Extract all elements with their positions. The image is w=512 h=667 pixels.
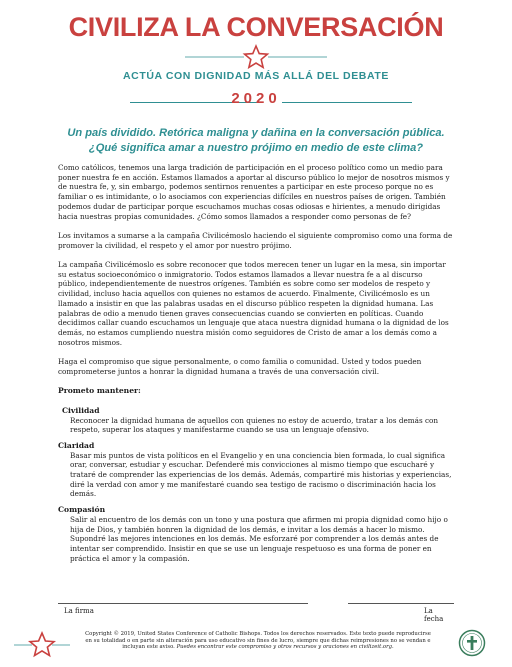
- paragraph: Haga el compromiso que sigue personalmente, o como familia o comunidad. Usted y todos pueden comprometerse juntos a honrar la dignidad humana a través de una conversación civil.: [58, 357, 422, 376]
- footer-tagline: Puedes encontrar este compromiso y otros recursos y oraciones en civilizeit.org.: [176, 644, 394, 650]
- signature-label: La firma: [64, 607, 94, 615]
- section-title-compasion: Compasión: [58, 505, 106, 515]
- page-subtitle: ACTÚA CON DIGNIDAD MÁS ALLÁ DEL DEBATE: [122, 70, 390, 82]
- headline: [40, 126, 472, 156]
- section-text-compasion: Salir al encuentro de los demás con un tono y una postura que afirmen mi propia dignidad como hijo o hija de Dios, y también honren la dignidad de los demás, e invitar a los demás a hacer lo mismo. Supondré las mejores intenciones en los demás. Me esforzaré por comprender a los demás antes de intentar ser comprendido. Insistir en que se use un lenguaje respetuoso es una forma de poner en práctica el amor y la compasión.: [70, 514, 448, 563]
- section-title-civilidad: Civilidad: [62, 405, 100, 415]
- year-label: 2020: [231, 90, 281, 107]
- signature-area: [58, 603, 454, 623]
- section-title-claridad: Claridad: [58, 440, 95, 450]
- headline-line-2: ¿Qué significa amar a nuestro prójimo en medio de este clima?: [88, 142, 424, 154]
- paragraph: Como católicos, tenemos una larga tradición de participación en el proceso político como un medio para poner nuestra fe en acción. Estamos llamados a aportar al discurso público lo mejor de nosotros mismos y de nuestra fe, y, sin embargo, podemos sentirnos renuentes a participar en este proceso porque no es familiar o es intimidante, o lo asociamos con experiencias difíciles en nuestros países de origen. También podemos dudar de participar porque escuchamos muchas cosas odiosas e hirientes, a menudo dirigidas hacia nuestras propias comunidades. ¿Cómo somos llamados a responder como personas de fe?: [58, 163, 450, 221]
- promise-title: Prometo mantener:: [58, 386, 141, 396]
- body-text: [58, 163, 454, 569]
- section-text-civilidad: Reconocer la dignidad humana de aquellos con quienes no estoy de acuerdo, tratar a los demás con respeto, superar los ataques y manifestarme cuando se usa un lenguaje ofensivo.: [70, 415, 439, 435]
- paragraph: La campaña Civilicémoslo es sobre reconocer que todos merecen tener un lugar en la mesa, sin importar su estatus socioeconómico o inmigratorio. Todos estamos llamados a llevar nuestra fe a al discurso público, independientemente de nuestros orígenes. También es sobre como ser modelos de respeto y civilidad, incluso hacia aquellos con quienes no estamos de acuerdo. Finalmente, Civilicémoslo es un llamado a insistir en que las palabras usadas en el discurso público respeten la dignidad humana. Las palabras de odio a menudo tienen graves consecuencias cuando se convierten en políticas. Cuando decidimos callar cuando escuchamos un lenguaje que ataca nuestra dignidad humana o la dignidad de los demás, no estamos cumpliendo nuestra misión como seguidores de Cristo de amar a los demás como a nosotros mismos.: [58, 260, 449, 347]
- usccb-logo-icon: [458, 629, 486, 661]
- date-line[interactable]: [348, 603, 454, 604]
- star-icon: [245, 46, 268, 67]
- signature-line[interactable]: [58, 603, 308, 604]
- footer-text: Copyright © 2019, United States Conference of Catholic Bishops. Todos los derechos reservados. Este texto puede reproducirse en su totalidad o en parte sin alteración para uso educativo sin fines de lucro, siempre que dichas reimpresiones no se vendan e incluyan este aviso.: [85, 631, 431, 650]
- star-logo-icon: [12, 628, 72, 666]
- footer-copyright: [84, 631, 432, 651]
- year-divider-right: [282, 102, 412, 103]
- title-star-divider: [0, 43, 512, 69]
- paragraph: Los invitamos a sumarse a la campaña Civilicémoslo haciendo el siguiente compromiso como una forma de promover la civilidad, el respeto y el amor por nuestro prójimo.: [58, 230, 453, 250]
- headline-line-1: Un país dividido. Retórica maligna y dañina en la conversación pública.: [67, 127, 445, 139]
- date-label: La fecha: [424, 607, 444, 623]
- section-text-claridad: Basar mis puntos de vista políticos en el Evangelio y en una conciencia bien formada, lo cual significa orar, conversar, estudiar y escuchar. Defenderé mis convicciones al mismo tiempo que escucharé y trataré de comprender las experiencias de los demás. Además, compartiré mis historias y experiencias, diré la verdad con amor y me manifestaré cuando sea testigo de racismo o discriminación hacia los demás.: [70, 450, 452, 499]
- page-title: CIVILIZA LA CONVERSACIÓN: [68, 12, 444, 42]
